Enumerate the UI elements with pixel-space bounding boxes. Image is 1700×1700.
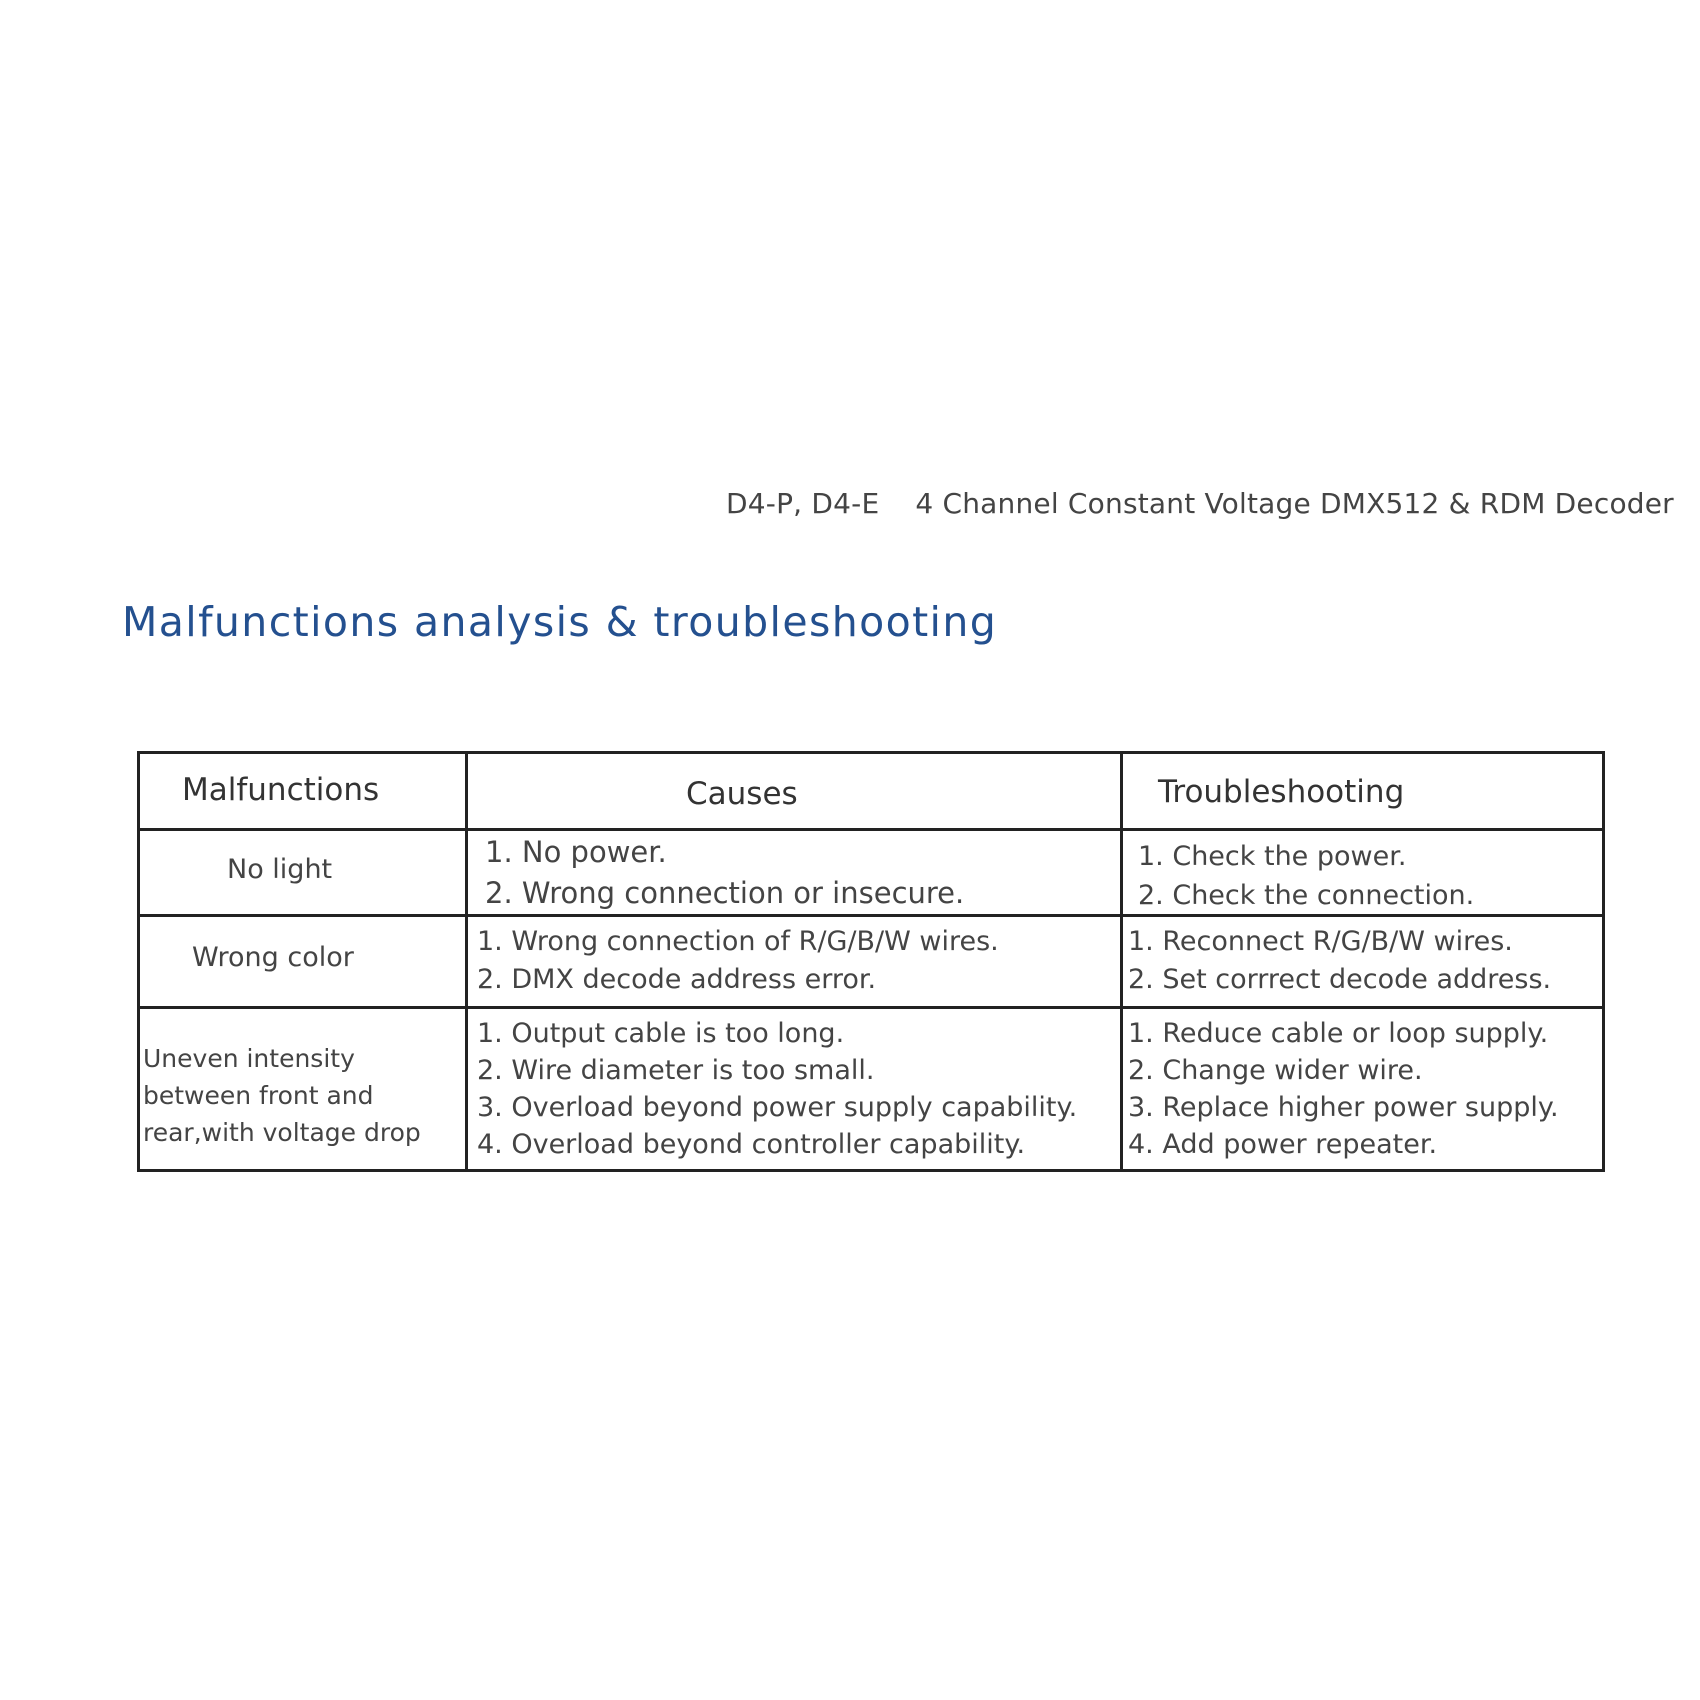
cause-item: 4. Overload beyond controller capability. (477, 1129, 1026, 1160)
causes-cell (477, 1015, 1077, 1163)
troubleshooting-item: 3. Replace higher power supply. (1128, 1092, 1559, 1123)
cause-item: 1. No power. (485, 835, 667, 869)
cause-item: 3. Overload beyond power supply capability. (477, 1092, 1078, 1123)
troubleshooting-cell (1128, 923, 1551, 999)
row-divider (140, 1006, 1602, 1009)
malfunction-text: Uneven intensity (143, 1044, 355, 1073)
troubleshooting-item: 2. Set corrrect decode address. (1128, 964, 1552, 995)
causes-cell (477, 923, 999, 999)
column-header-malfunctions: Malfunctions (182, 772, 380, 808)
cause-item: 2. DMX decode address error. (477, 964, 877, 995)
troubleshooting-item: 2. Check the connection. (1138, 880, 1475, 911)
column-header-troubleshooting: Troubleshooting (1158, 774, 1405, 810)
document-header (726, 487, 1674, 520)
causes-cell (485, 832, 964, 914)
row-divider (140, 828, 1602, 831)
cause-item: 2. Wrong connection or insecure. (485, 876, 965, 910)
malfunction-text: between front and (143, 1081, 374, 1110)
section-title: Malfunctions analysis & troubleshooting (122, 598, 998, 646)
troubleshooting-cell (1128, 1015, 1559, 1163)
column-divider (465, 754, 468, 1169)
cause-item: 1. Wrong connection of R/G/B/W wires. (477, 926, 999, 957)
cause-item: 2. Wire diameter is too small. (477, 1055, 875, 1086)
product-name: 4 Channel Constant Voltage DMX512 & RDM Decoder (915, 487, 1674, 520)
troubleshooting-item: 2. Change wider wire. (1128, 1055, 1423, 1086)
troubleshooting-cell (1138, 837, 1474, 915)
troubleshooting-item: 1. Check the power. (1138, 841, 1407, 872)
troubleshooting-item: 4. Add power repeater. (1128, 1129, 1438, 1160)
cause-item: 1. Output cable is too long. (477, 1018, 845, 1049)
troubleshooting-table (137, 751, 1605, 1172)
malfunction-text: rear,with voltage drop (143, 1118, 421, 1147)
malfunction-cell (227, 851, 332, 889)
model-number: D4-P, D4-E (726, 487, 880, 520)
column-divider (1120, 754, 1123, 1169)
malfunction-text: Wrong color (192, 942, 354, 973)
malfunction-cell (143, 1040, 421, 1151)
malfunction-cell (192, 939, 354, 977)
troubleshooting-item: 1. Reduce cable or loop supply. (1128, 1018, 1549, 1049)
malfunction-text: No light (227, 854, 333, 885)
column-header-causes: Causes (686, 776, 798, 812)
troubleshooting-item: 1. Reconnect R/G/B/W wires. (1128, 926, 1513, 957)
